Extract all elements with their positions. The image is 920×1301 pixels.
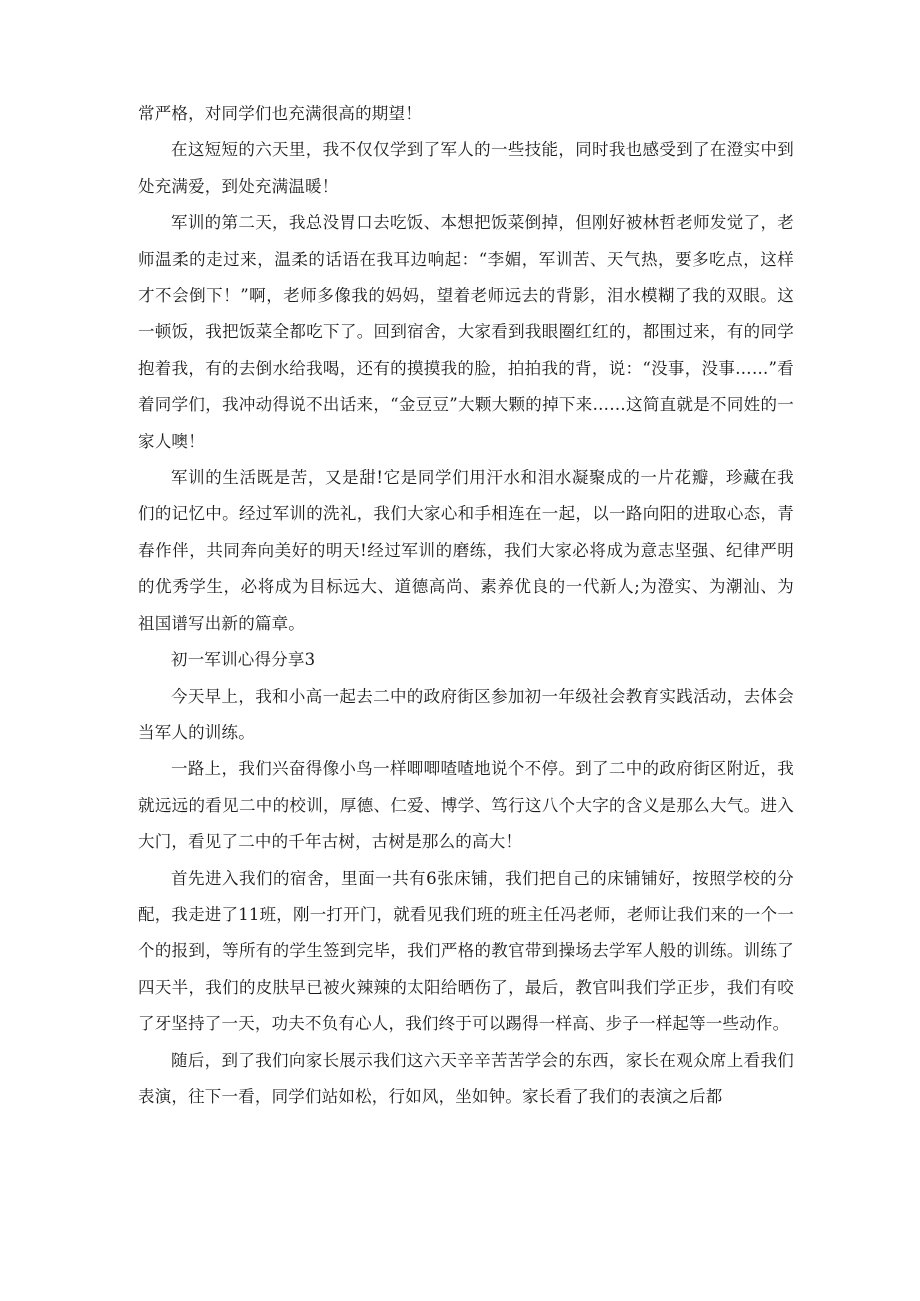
document-body xyxy=(138,96,794,1115)
section-heading: 初一军训心得分享3 xyxy=(171,650,316,670)
paragraph-6: 一路上，我们兴奋得像小鸟一样唧唧喳喳地说个不停。到了二中的政府街区附近，我就远远的看见二中的校训，厚德、仁爱、博学、笃行这八个大字的含义是那么大气。进入大门，看见了二中的千年古树，古树是那么的高大！ xyxy=(138,759,794,852)
paragraph-2: 在这短短的六天里，我不仅仅学到了军人的一些技能，同时我也感受到了在澄实中到处充满爱，到处充满温暖！ xyxy=(138,140,794,196)
paragraph-8: 随后，到了我们向家长展示我们这六天辛辛苦苦学会的东西，家长在观众席上看我们表演，往下一看，同学们站如松，行如风，坐如钟。家长看了我们的表演之后都 xyxy=(138,1050,794,1106)
paragraph-1: 常严格，对同学们也充满很高的期望！ xyxy=(138,104,422,123)
paragraph-4: 军训的生活既是苦，又是甜!它是同学们用汗水和泪水凝聚成的一片花瓣，珍藏在我们的记忆中。经过军训的洗礼，我们大家心和手相连在一起，以一路向阳的进取心态，青春作伴，共同奔向美好的明天!经过军训的磨练，我们大家必将成为意志坚强、纪律严明的优秀学生，必将成为目标远大、道德高尚、素养优良的一代新人;为澄实、为潮汕、为祖国谱写出新的篇章。 xyxy=(138,468,794,633)
paragraph-3: 军训的第二天，我总没胃口去吃饭、本想把饭菜倒掉，但刚好被林哲老师发觉了，老师温柔的走过来，温柔的话语在我耳边响起：“李媚，军训苦、天气热，要多吃点，这样才不会倒下！”啊，老师多像我的妈妈，望着老师远去的背影，泪水模糊了我的双眼。这一顿饭，我把饭菜全都吃下了。回到宿舍，大家看到我眼圈红红的，都围过来，有的同学抱着我，有的去倒水给我喝，还有的摸摸我的脸，拍拍我的背，说：“没事，没事……”看着同学们，我冲动得说不出话来，“金豆豆”大颗大颗的掉下来……这简直就是不同姓的一家人噢！ xyxy=(138,213,794,451)
paragraph-5: 今天早上，我和小高一起去二中的政府街区参加初一年级社会教育实践活动，去体会当军人的训练。 xyxy=(138,686,794,742)
paragraph-7: 首先进入我们的宿舍，里面一共有6张床铺，我们把自己的床铺铺好，按照学校的分配，我走进了11班，刚一打开门，就看见我们班的班主任冯老师，老师让我们来的一个一个的报到，等所有的学生签到完毕，我们严格的教官带到操场去学军人般的训练。训练了四天半，我们的皮肤早已被火辣辣的太阳给晒伤了，最后，教官叫我们学正步，我们有咬了牙坚持了一天，功夫不负有心人，我们终于可以踢得一样高、步子一样起等一些动作。 xyxy=(138,868,794,1034)
